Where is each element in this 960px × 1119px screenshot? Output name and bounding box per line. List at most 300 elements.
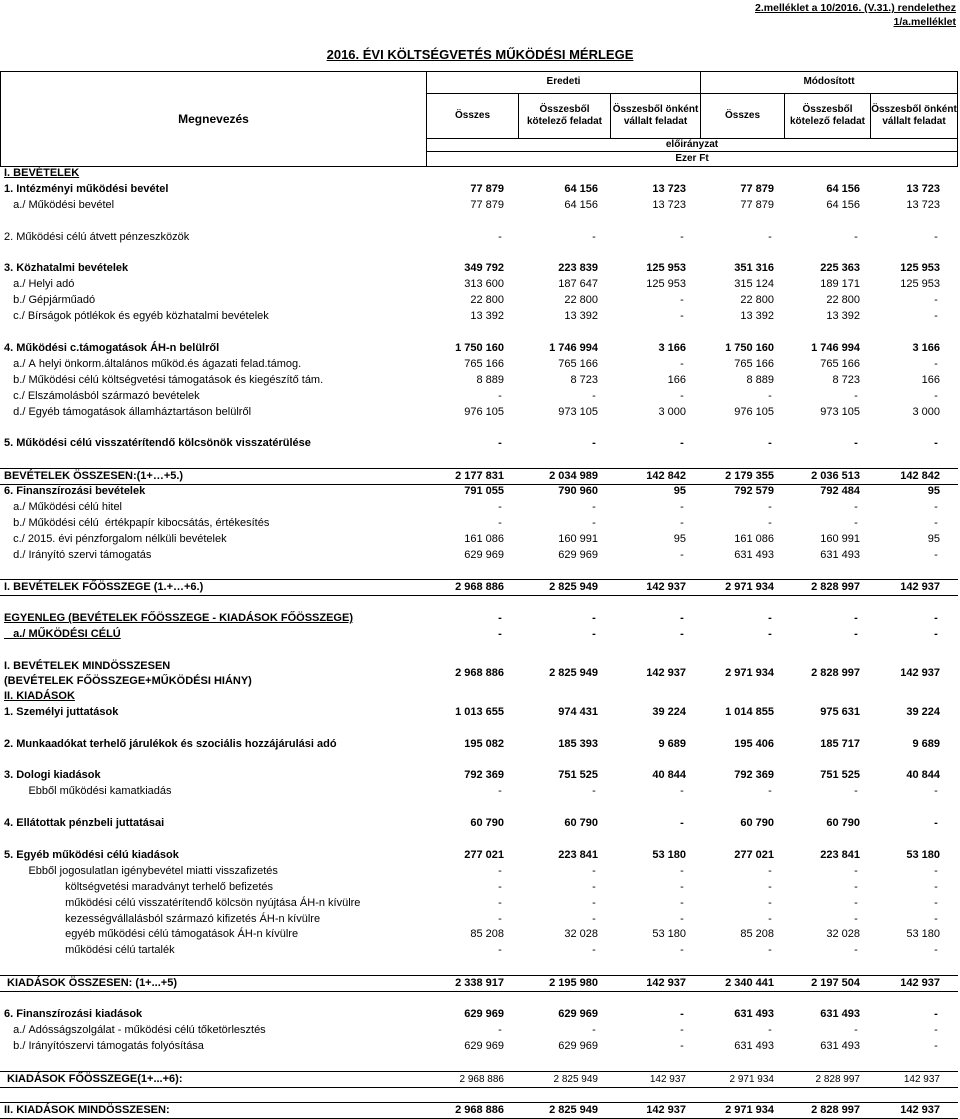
row-value-col-1: - [498, 389, 502, 402]
row-value-col-6: - [934, 628, 938, 641]
row-value-col-6: 13 723 [906, 198, 940, 211]
row-value-col-1: 77 879 [470, 182, 504, 195]
row-value-col-4: 161 086 [734, 532, 774, 545]
spacer-row [0, 564, 958, 579]
row-value-col-6: - [934, 944, 938, 957]
row-value-col-4: - [768, 896, 772, 909]
row-value-col-2: 187 647 [558, 278, 598, 291]
row-value-col-2: 629 969 [558, 1039, 598, 1052]
page-title-text: 2016. ÉVI KÖLTSÉGVETÉS MŰKÖDÉSI MÉRLEGE [326, 47, 634, 62]
row-value-col-6: - [934, 1023, 938, 1036]
row-label: c./ Elszámolásból származó bevételek [4, 389, 200, 402]
row-label: a./ A helyi önkorm.általános működ.és ágazati felad.támog. [4, 357, 302, 370]
row-label: 4. Működési c.támogatások ÁH-n belülről [4, 341, 220, 354]
row-value-col-2: 22 800 [564, 294, 598, 307]
row-value-col-5: 8 723 [832, 373, 860, 386]
row-value-col-2: - [592, 864, 596, 877]
row-value-col-3: - [680, 548, 684, 561]
row-value-col-3: - [680, 912, 684, 925]
row-value-col-4: 976 105 [734, 405, 774, 418]
row-value-col-1: 2 177 831 [455, 470, 504, 483]
row-value-col-6: 142 842 [900, 470, 940, 483]
row-value-col-1: - [498, 612, 502, 625]
row-value-col-1: 791 055 [464, 485, 504, 497]
table-row [0, 468, 958, 485]
row-label: 5. Egyéb működési célú kiadások [4, 848, 179, 861]
row-label: költségvetési maradványt terhelő befizetés [4, 880, 274, 893]
table-row [0, 405, 958, 420]
table-row [0, 484, 958, 499]
row-value-col-2: 13 392 [564, 310, 598, 323]
row-value-col-5: - [854, 785, 858, 798]
row-value-col-5: - [854, 230, 858, 243]
row-label: I. BEVÉTELEK FŐÖSSZEGE (1.+…+6.) [4, 581, 204, 594]
row-value-col-3: 13 723 [652, 182, 686, 195]
row-label: d./ Egyéb támogatások államháztartáson belülről [4, 405, 252, 418]
table-row [0, 198, 958, 213]
row-value-col-6: - [934, 880, 938, 893]
table-row [0, 373, 958, 388]
row-value-col-1: 629 969 [464, 548, 504, 561]
row-value-col-3: 142 937 [646, 581, 686, 594]
row-label: II. KIADÁSOK [4, 689, 75, 702]
row-label: 2. Működési célú átvett pénzeszközök [4, 230, 190, 243]
row-value-col-2: - [592, 389, 596, 402]
row-value-col-3: - [680, 896, 684, 909]
row-label: 2. Munkaadókat terhelő járulékok és szociális hozzájárulási adó [4, 737, 337, 750]
regulation-reference-line2: 1/a.melléklet [893, 16, 956, 28]
row-value-col-4: 792 369 [734, 769, 774, 782]
row-value-col-6: - [934, 612, 938, 625]
table-row [0, 309, 958, 324]
row-value-col-1: 60 790 [470, 817, 504, 830]
row-value-col-1: 2 968 886 [455, 666, 504, 679]
row-value-col-1: 792 369 [464, 769, 504, 782]
table-row [0, 880, 958, 895]
row-value-col-3: - [680, 1023, 684, 1036]
row-value-col-3: - [680, 944, 684, 957]
row-value-col-3: 125 953 [646, 278, 686, 291]
row-value-col-1: - [498, 500, 502, 513]
row-value-col-3: - [680, 1007, 684, 1020]
row-value-col-5: 64 156 [826, 198, 860, 211]
row-value-col-5: - [854, 389, 858, 402]
row-value-col-5: 223 841 [820, 848, 860, 861]
row-value-col-2: 2 825 949 [549, 581, 598, 594]
row-value-col-2: - [592, 516, 596, 529]
row-value-col-2: - [592, 896, 596, 909]
table-row [0, 532, 958, 547]
row-value-col-3: - [680, 437, 684, 450]
row-value-col-5: 185 717 [820, 737, 860, 750]
table-row [0, 848, 958, 863]
spacer-row [0, 800, 958, 815]
row-value-col-5: 189 171 [820, 278, 860, 291]
row-value-col-1: 277 021 [464, 848, 504, 861]
row-value-col-6: - [934, 294, 938, 307]
row-label: 1. Intézményi működési bevétel [4, 182, 169, 195]
row-value-col-3: 142 937 [649, 1073, 686, 1085]
row-value-col-2: 629 969 [558, 1007, 598, 1020]
row-value-col-5: 2 828 997 [811, 1104, 860, 1117]
row-value-col-5: - [854, 896, 858, 909]
row-value-col-6: 125 953 [900, 262, 940, 275]
row-value-col-4: 765 166 [734, 357, 774, 370]
row-value-col-1: 349 792 [464, 262, 504, 275]
table-row [0, 261, 958, 276]
row-value-col-5: 32 028 [826, 928, 860, 941]
row-value-col-4: - [768, 912, 772, 925]
row-value-col-4: 792 579 [734, 485, 774, 497]
row-value-col-4: - [768, 516, 772, 529]
row-value-col-5: 1 746 994 [811, 341, 860, 354]
row-value-col-1: - [498, 516, 502, 529]
row-value-col-1: - [498, 880, 502, 893]
row-value-col-1: 976 105 [464, 405, 504, 418]
table-row [0, 357, 958, 372]
row-value-col-5: 975 631 [820, 705, 860, 718]
row-value-col-6: 125 953 [900, 278, 940, 291]
row-value-col-1: 2 338 917 [455, 977, 504, 990]
row-value-col-6: - [934, 864, 938, 877]
row-value-col-1: 13 392 [470, 310, 504, 323]
row-value-col-3: - [680, 864, 684, 877]
row-value-col-3: 39 224 [652, 705, 686, 718]
row-value-col-5: - [854, 500, 858, 513]
spacer-row [0, 420, 958, 435]
row-value-col-4: - [768, 785, 772, 798]
row-value-col-4: 277 021 [734, 848, 774, 861]
row-value-col-6: - [934, 785, 938, 798]
row-value-col-4: - [768, 437, 772, 450]
row-value-col-2: - [592, 880, 596, 893]
table-row [0, 1023, 958, 1038]
row-value-col-2: 160 991 [558, 532, 598, 545]
row-value-col-4: 2 971 934 [725, 1104, 774, 1117]
table-row [0, 500, 958, 515]
row-value-col-1: 629 969 [464, 1039, 504, 1052]
row-value-col-5: 765 166 [820, 357, 860, 370]
row-label: c./ 2015. évi pénzforgalom nélküli bevételek [4, 532, 227, 545]
row-value-col-1: 8 889 [476, 373, 504, 386]
table-row [0, 1007, 958, 1022]
row-value-col-2: 223 841 [558, 848, 598, 861]
row-value-col-1: 77 879 [470, 198, 504, 211]
row-value-col-1: - [498, 912, 502, 925]
row-value-col-3: - [680, 389, 684, 402]
table-row [0, 943, 958, 958]
row-value-col-6: - [934, 896, 938, 909]
row-label: b./ Gépjárműadó [4, 294, 96, 307]
table-row [0, 912, 958, 927]
header-ezer-ft: Ezer Ft [675, 153, 709, 164]
row-value-col-6: 166 [921, 373, 940, 386]
row-value-col-4: 8 889 [746, 373, 774, 386]
row-value-col-4: 77 879 [740, 198, 774, 211]
row-value-col-4: 85 208 [740, 928, 774, 941]
row-value-col-4: 1 750 160 [725, 341, 774, 354]
row-value-col-3: 40 844 [652, 769, 686, 782]
row-value-col-4: 60 790 [740, 817, 774, 830]
row-value-col-4: 22 800 [740, 294, 774, 307]
row-label: d./ Irányító szervi támogatás [4, 548, 152, 561]
row-value-col-5: 973 105 [820, 405, 860, 418]
row-value-col-3: 142 937 [646, 666, 686, 679]
table-row [0, 864, 958, 879]
row-value-col-1: - [498, 785, 502, 798]
row-value-col-4: 77 879 [740, 182, 774, 195]
row-label: 6. Finanszírozási bevételek [4, 485, 146, 497]
row-label: 6. Finanszírozási kiadások [4, 1007, 143, 1020]
row-value-col-2: - [592, 612, 596, 625]
row-value-col-2: 765 166 [558, 357, 598, 370]
row-value-col-4: - [768, 880, 772, 893]
row-value-col-3: - [680, 294, 684, 307]
table-row [0, 389, 958, 404]
table-row [0, 816, 958, 831]
row-label: kezességvállalásból származó kifizetés ÁH-n kívülre [4, 912, 321, 925]
header-modositott: Módosított [803, 76, 855, 87]
row-value-col-6: 142 937 [903, 1073, 940, 1085]
row-label: a./ Adósságszolgálat - működési célú tőketörlesztés [4, 1023, 266, 1036]
table-row [0, 737, 958, 752]
row-value-col-3: - [680, 310, 684, 323]
row-value-col-5: 2 828 997 [815, 1073, 860, 1085]
row-value-col-3: - [680, 516, 684, 529]
row-value-col-5: - [854, 516, 858, 529]
row-value-col-1: - [498, 864, 502, 877]
row-value-col-5: - [854, 612, 858, 625]
row-value-col-6: 142 937 [900, 666, 940, 679]
row-value-col-6: 53 180 [906, 928, 940, 941]
row-value-col-5: 225 363 [820, 262, 860, 275]
regulation-reference-line1: 2.melléklet a 10/2016. (V.31.) rendelethez [755, 2, 956, 14]
row-value-col-5: 631 493 [820, 548, 860, 561]
header-col-kotelezo-modositott: Összesből kötelező feladat [789, 104, 866, 127]
row-value-col-3: - [680, 628, 684, 641]
spacer-row [0, 325, 958, 340]
row-value-col-4: 351 316 [734, 262, 774, 275]
row-label: a./ Működési célú hitel [4, 500, 123, 513]
spacer-row [0, 832, 958, 847]
row-value-col-4: - [768, 612, 772, 625]
row-value-col-2: - [592, 785, 596, 798]
row-value-col-4: 2 340 441 [725, 977, 774, 990]
row-label: a./ MŰKÖDÉSI CÉLÚ [4, 628, 121, 641]
row-value-col-3: 53 180 [652, 928, 686, 941]
row-value-col-2: 2 825 949 [553, 1073, 598, 1085]
table-row [0, 768, 958, 783]
row-value-col-6: - [934, 1039, 938, 1052]
row-value-col-2: 751 525 [558, 769, 598, 782]
row-label: I. BEVÉTELEK MINDÖSSZESEN [4, 659, 171, 672]
row-value-col-6: 95 [927, 532, 940, 545]
spacer-row [0, 595, 958, 610]
row-value-col-5: 2 828 997 [811, 581, 860, 594]
table-row [0, 166, 958, 181]
row-label: 1. Személyi juttatások [4, 705, 119, 718]
table-row [0, 784, 958, 799]
row-value-col-6: - [934, 548, 938, 561]
row-value-col-5: 631 493 [820, 1007, 860, 1020]
row-value-col-4: 2 971 934 [725, 581, 774, 594]
row-value-col-2: 629 969 [558, 548, 598, 561]
row-value-col-2: 64 156 [564, 182, 598, 195]
row-value-col-1: - [498, 944, 502, 957]
row-value-col-5: - [854, 628, 858, 641]
row-value-col-3: - [680, 230, 684, 243]
row-value-col-5: 2 036 513 [811, 470, 860, 483]
row-label: Ebből működési kamatkiadás [4, 785, 172, 798]
row-label: b./ Irányítószervi támogatás folyósítása [4, 1039, 204, 1052]
row-value-col-2: - [592, 500, 596, 513]
row-value-col-2: 60 790 [564, 817, 598, 830]
row-label: EGYENLEG (BEVÉTELEK FŐÖSSZEGE - KIADÁSOK FŐÖSSZEGE) [4, 612, 353, 625]
spacer-row [0, 721, 958, 736]
row-value-col-1: 629 969 [464, 1007, 504, 1020]
row-value-col-4: 13 392 [740, 310, 774, 323]
row-value-col-4: 2 971 934 [729, 1073, 774, 1085]
row-value-col-3: - [680, 817, 684, 830]
row-value-col-3: 166 [667, 373, 686, 386]
row-value-col-2: 1 746 994 [549, 341, 598, 354]
row-value-col-5: 2 197 504 [811, 977, 860, 990]
row-value-col-5: 64 156 [826, 182, 860, 195]
table-row [0, 548, 958, 563]
row-value-col-5: 792 484 [820, 485, 860, 497]
spacer-row [0, 452, 958, 467]
row-label: KIADÁSOK ÖSSZESEN: (1+...+5) [4, 977, 177, 990]
row-value-col-6: - [934, 230, 938, 243]
header-col-kotelezo-eredeti: Összesből kötelező feladat [526, 104, 603, 127]
row-value-col-3: 95 [673, 532, 686, 545]
row-value-col-6: - [934, 389, 938, 402]
row-value-col-3: - [680, 880, 684, 893]
row-value-col-5: - [854, 944, 858, 957]
spacer-row [0, 214, 958, 229]
row-value-col-2: - [592, 628, 596, 641]
row-value-col-3: 9 689 [658, 737, 686, 750]
row-value-col-2: 973 105 [558, 405, 598, 418]
row-value-col-5: - [854, 437, 858, 450]
table-row [0, 927, 958, 942]
table-row [0, 705, 958, 720]
row-value-col-1: - [498, 628, 502, 641]
row-label: 4. Ellátottak pénzbeli juttatásai [4, 817, 165, 830]
table-row [0, 516, 958, 531]
row-value-col-3: - [680, 357, 684, 370]
row-label: c./ Bírságok pótlékok és egyéb közhatalmi bevételek [4, 310, 269, 323]
row-value-col-2: 8 723 [570, 373, 598, 386]
row-value-col-2: 790 960 [558, 485, 598, 497]
row-value-col-1: 313 600 [464, 278, 504, 291]
row-value-col-3: 53 180 [652, 848, 686, 861]
row-value-col-2: - [592, 437, 596, 450]
row-value-col-2: 2 825 949 [549, 666, 598, 679]
row-value-col-5: - [854, 864, 858, 877]
row-label: KIADÁSOK FŐÖSSZEGE(1+...+6): [4, 1072, 183, 1085]
page-title [0, 47, 960, 62]
row-value-col-1: - [498, 1023, 502, 1036]
header-col-osszes-eredeti: Összes [454, 110, 491, 121]
row-label: 3. Közhatalmi bevételek [4, 262, 129, 275]
row-value-col-3: - [680, 785, 684, 798]
spacer-row [0, 643, 958, 658]
row-value-col-6: - [934, 437, 938, 450]
row-value-col-2: 2 034 989 [549, 470, 598, 483]
table-row [0, 341, 958, 356]
row-value-col-4: 195 406 [734, 737, 774, 750]
row-value-col-6: - [934, 912, 938, 925]
table-row [0, 896, 958, 911]
row-value-col-1: 22 800 [470, 294, 504, 307]
row-label: I. BEVÉTELEK [4, 167, 80, 179]
row-value-col-3: 125 953 [646, 262, 686, 275]
row-label: egyéb működési célú támogatások ÁH-n kívülre [4, 928, 299, 941]
header-col-osszes-modositott: Összes [724, 110, 761, 121]
row-value-col-6: - [934, 357, 938, 370]
row-label: b./ Működési célú értékpapír kibocsátás, értékesítés [4, 516, 270, 529]
row-value-col-6: - [934, 500, 938, 513]
row-value-col-2: 974 431 [558, 705, 598, 718]
row-value-col-2: 32 028 [564, 928, 598, 941]
row-label: a./ Helyi adó [4, 278, 75, 291]
row-value-col-2: 223 839 [558, 262, 598, 275]
row-value-col-2: - [592, 1023, 596, 1036]
row-value-col-5: 13 392 [826, 310, 860, 323]
row-value-col-1: 85 208 [470, 928, 504, 941]
row-value-col-4: - [768, 628, 772, 641]
row-value-col-3: 142 937 [646, 1104, 686, 1117]
row-value-col-1: 1 013 655 [455, 705, 504, 718]
row-value-col-6: - [934, 817, 938, 830]
row-value-col-3: 95 [673, 485, 686, 497]
header-col-onkent-eredeti: Összesből önként vállalt feladat [612, 104, 699, 127]
row-value-col-2: - [592, 230, 596, 243]
spacer-row [0, 959, 958, 974]
row-value-col-4: 2 179 355 [725, 470, 774, 483]
table-row [0, 975, 958, 992]
row-value-col-2: - [592, 912, 596, 925]
row-value-col-5: 631 493 [820, 1039, 860, 1052]
table-row [0, 659, 958, 689]
spacer-row [0, 1086, 958, 1101]
row-value-col-3: 3 000 [658, 405, 686, 418]
table-row [0, 627, 958, 642]
spacer-row [0, 753, 958, 768]
row-value-col-5: 22 800 [826, 294, 860, 307]
spacer-row [0, 1055, 958, 1070]
row-value-col-3: - [680, 500, 684, 513]
row-label: 5. Működési célú visszatérítendő kölcsönök visszatérülése [4, 437, 311, 450]
row-value-col-6: - [934, 310, 938, 323]
row-value-col-2: - [592, 944, 596, 957]
row-value-col-6: 13 723 [906, 182, 940, 195]
table-row [0, 182, 958, 197]
row-label: működési célú visszatérítendő kölcsön nyújtása ÁH-n kívülre [4, 896, 361, 909]
row-value-col-1: 2 968 886 [459, 1073, 504, 1085]
row-value-col-6: 142 937 [900, 581, 940, 594]
table-row [0, 611, 958, 626]
row-value-col-6: 3 000 [912, 405, 940, 418]
row-label: b./ Működési célú költségvetési támogatások és kiegészítő tám. [4, 373, 324, 386]
row-value-col-2: 2 825 949 [549, 1104, 598, 1117]
table-row [0, 1071, 958, 1088]
row-value-col-5: - [854, 880, 858, 893]
row-value-col-1: 765 166 [464, 357, 504, 370]
row-value-col-1: 1 750 160 [455, 341, 504, 354]
spacer-row [0, 991, 958, 1006]
